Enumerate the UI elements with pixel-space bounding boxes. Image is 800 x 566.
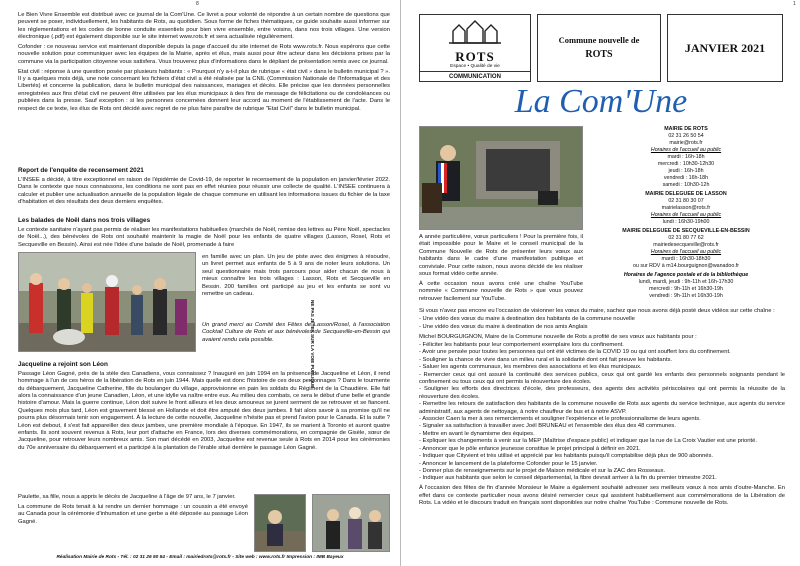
video-item-1: - Une vidéo des vœux du maire à destination de nos amis Anglais: [419, 323, 588, 330]
lasson-email[interactable]: mairielasson@rots.fr: [661, 204, 711, 211]
ceremony-illustration: [313, 495, 390, 552]
video-item-0: - Une vidéo des vœux du maire à destination des habitants de la commune nouvelle: [419, 316, 635, 323]
jacqueline-end: [18, 494, 248, 554]
jacqueline-illustration: [255, 495, 306, 552]
point-11: - Annoncer que le pôle enfance jeunesse constitue le projet principal à définir en 2021.: [419, 445, 641, 452]
agence-hours-1: mercredi : 9h-11h et 16h30-19h: [649, 285, 723, 292]
logo-tagline: Espace • Qualité de vie: [450, 64, 500, 69]
recensement-section: [18, 164, 390, 216]
secqueville-phone: 02 31 80 77 62: [668, 234, 704, 241]
point-0: - Féliciter les habitants pour leur comportement exemplaire lors du confinement.: [419, 342, 624, 349]
commune-line1: Commune nouvelle de: [558, 35, 640, 45]
mayor-video-illustration: [420, 127, 583, 230]
point-3: - Saluer les agents communaux, les membres des associations et les élus municipaux.: [419, 364, 642, 371]
commune-box: [537, 14, 661, 82]
jacqueline-paragraph: Passage Léon Gagné, près de la stèle des Canadiens, vous connaissez ? Inauguré en juin 1994 en la présence de Jacqueline et Léon, il rend hommage à l'un de ces héros de la libération de Rots en juin 1944. Mais quelle est donc l'histoire de ces deux personnages ? Dans le tourmente du débarquement, Jacqueline Catherine, fille du boulanger du village, approvisionne en pain les soldats du Régiment de la Chaudière. Elle fait alors la connaissance d'un jeune Canadien, Léon, et une idylle va naître entre eux. Au milieu des combats, ce sera le début d'une belle et grande histoire d'amour. Mais la guerre continue, Léon doit suivre le front ailleurs et les deux amoureux se jurent serment de se retrouver et se fiancent. Quelques mois plus tard, Léon est gravement blessé en Hollande et doit être amputé des deux jambes. Il fait alors savoir à sa promise qu'il ne pourra plus désormais tenir son engagement. À la lecture de cette nouvelle, Jacqueline n'hésite pas et prend l'avion pour le Canada. Et la suite ? Léon est debout, il s'est fait appareiller des deux jambes, une première mondiale à l'époque. En 1947, ils se marient à Toronto et auront quatre enfants. Ils sont souvent revenus à Rots, leur port d'attache en France, lors des diverses commémorations, en compagnie de Gisèle, sœur de Jacqueline, pour retrouver leurs nombreux amis. Son mari décédé en 2003, Jacqueline est revenue seule à Rots en 2014 pour les cérémonies du 70e anniversaire du débarquement et a participé à la plantation de l'érable situé derrière le passage Léon Gagné.: [18, 370, 390, 451]
point-2: - Souligner la chance de vivre dans un milieu rural et la solidarité dont ont fait preuve les habitants.: [419, 356, 672, 363]
logo-name: ROTS: [455, 49, 495, 64]
issue-date-box: [667, 14, 783, 82]
cofonder-paragraph: Cofonder : ce nouveau service est maintenant disponible depuis la page d'accueil du site internet de Rots www.rots.fr. Nous espérons que cette nouvelle solution pour communiquer avec les équipes de la Mairie, après et élus, mais aussi pour être acteur dans les décisions prises par la commune via la participation citoyenne vous satisfera. Vous trouverez plus d'informations dans le dépliant de présentation remis avec ce journal.: [18, 44, 390, 65]
intro-paragraph: Le Bien Vivre Ensemble est distribué avec ce journal de la Com'Une. Ce livret a pour volonté de répondre à un certain nombre de questions que peuvent se poser, individuellement, les habitants de Rots, au quotidien. Sous forme de fiches thématiques, ce guide souhaite aussi informer sur les réglementations et les codes de bonne conduite essentiels pour bien vivre ensemble, entre voisins, dans nos trois villages. Une version électronique (.pdf) est également disponible sur le site internet www.rots.fr et sera actualisée régulièrement.: [18, 12, 390, 41]
mairie-rots-title: MAIRIE DE ROTS: [664, 126, 708, 132]
secqueville-hours-0: mardi : 16h30-18h30: [661, 255, 711, 262]
balades-top-paragraph: Le contexte sanitaire n'ayant pas permis de réaliser les manifestations habituelles (marchés de Noël, remise des lettres au Père Noël, spectacles de Noël...), des bénévoles de Rots ont souhaité maintenir la magie de Noël pour les enfants de quatre villages (Lasson, Rosel, Rots et Secqueville en Bessin). Ainsi est née l'idée d'une balade de Noël, promenade à faire: [18, 226, 390, 248]
secqueville-email[interactable]: mairiedesecqueville@rots.fr: [653, 241, 719, 248]
commune-line2: ROTS: [585, 49, 613, 60]
contact-schedule: [587, 126, 785, 304]
masthead-title: La Com'Une: [514, 83, 688, 120]
jacqueline-photo: [254, 494, 306, 552]
logo-emblem-icon: [445, 19, 505, 45]
lasson-hours-title: Horaires de l'accueil au public: [650, 211, 722, 218]
hommage-paragraph: La commune de Rots tenait à lui rendre un dernier hommage : un coussin a été envoyé au Canada pour la cérémonie d'inhumation et une gerbe a été déposée au passage Léon Gagné.: [18, 503, 248, 525]
point-7: - Associer Caen la mer à ses remerciements et souligner l'expérience et le professionnalisme de leurs agents.: [419, 416, 701, 423]
balades-thanks-paragraph: Un grand merci au Comité des Fêtes de Lasson/Rosel, à l'association Cocktail Culture de Rots et aux bénévoles de Secqueville-en-Bessin qui avaient rendu cela possible.: [202, 322, 390, 343]
recensement-title: Report de l'enquête de recensement 2021: [18, 167, 144, 174]
point-12: - Indiquer que Cityvient et très utilisé et apprécié par les habitants puisqu'il comptabilise déjà plus de 900 abonnés.: [419, 453, 714, 460]
mairie-rots-hours-0: mardi : 16h-18h: [667, 153, 705, 160]
balades-section: [18, 214, 390, 254]
point-9: - Mettre en avant le dynamisme des équipes.: [419, 430, 535, 437]
voeux-intro-paragraph: À année particulière, vœux particuliers ! Pour la première fois, il était impossible pour le Maire et le conseil municipal de la Commune Nouvelle de Rots de présenter leurs vœux aux habitants dans le cadre d'une manifestation publique et conviviale. Pour cette raison, nous avons décidé de les réaliser sous format vidéo cette année.: [419, 234, 583, 278]
paulette-paragraph: Paulette, sa fille, nous a appris le décès de Jacqueline à l'âge de 97 ans, le 7 janvier.: [18, 494, 236, 500]
point-5: - Souligner les efforts des directrices d'école, des professeurs, des agents des activités périscolaires qui ont permis la réussite de la réouverture des écoles.: [419, 386, 785, 400]
voeux-intro: [419, 234, 583, 306]
vertical-note: NE PAS JETER SUR LA VOIE PUBLIQUE: [309, 300, 315, 389]
point-6: - Remettre les retours de satisfaction des habitants de la commune nouvelle de Rots aux agents du service technique, aux agents du service administratif, aux agents de nettoyage, à notre chauffeur de bus et à notre ASVP.: [419, 401, 785, 415]
jacqueline-section: [18, 358, 390, 492]
secqueville-hours-title: Horaires de l'accueil au public: [650, 248, 722, 255]
lasson-hours-0: lundi : 16h30-19h00: [662, 218, 710, 225]
voeux-body: [419, 308, 785, 548]
page-number: 8: [196, 1, 199, 7]
right-page: [400, 0, 800, 566]
rots-logo: [419, 14, 531, 82]
agence-hours-2: vendredi : 9h-11h et 16h30-19h: [649, 292, 723, 299]
maire-intro: Michel BOURGUIGNON, Maire de la Commune nouvelle de Rots a profité de ses vœux aux habitants pour :: [419, 333, 697, 340]
secqueville-title: MAIRIE DELEGUEE DE SECQUEVILLE-EN-BESSIN: [622, 227, 750, 234]
ceremony-photo: [312, 494, 390, 552]
left-footer: Réalisation Mairie de Rots - Tél. : 02 31 26 50 54 - Email : mairiedrots@rots.fr - Site web : www.rots.fr Impression : IMB Bayeux: [56, 555, 344, 560]
secqueville-hours-1: ou sur RDV à m14.bourguignon@wanadoo.fr: [632, 262, 740, 269]
point-13: - Annoncer le lancement de la plateforme Cofonder pour le 15 janvier.: [419, 460, 598, 467]
lasson-title: MAIRIE DELEGUEE DE LASSON: [645, 190, 727, 197]
jacqueline-title: Jacqueline a rejoint son Léon: [18, 361, 108, 368]
agence-title: Horaires de l'agence postale et de la bibliothèque: [623, 271, 749, 278]
mayor-video-photo: [419, 126, 583, 230]
etat-civil-paragraph: Etat civil : réponse à une question posée par plusieurs habitants : « Pourquoi n'y a-t-il plus de rubrique « état civil » dans le bulletin municipal ? ». Il y a quelques mois déjà, une note concernant les fichiers d'état civil a été réalisée par la CNIL (Commission Nationale de l'Informatique et des Libertés) et concerne la publication, dans le bulletin municipal des naissances, mariages et décès. Elle précise que les données personnelles enregistrées aux fins d'état civil ne peuvent être utilisées par les élus municipaux à des fins de message de félicitations ou de condoléances ou publiées dans la presse. Sauf exception : si les personnes concernées donnent leur accord au moment de l'établissement de l'acte. Dans le respect de ce texte, les élus de Rots ont décidé avec regret de ne plus faire paraître de rubrique "Etat Civil" dans le bulletin municipal.: [18, 68, 390, 112]
issue-date: JANVIER 2021: [684, 41, 766, 55]
closing-paragraph: À l'occasion des fêtes de fin d'année Monsieur le Maire a également souhaité adresser ses meilleurs vœux à nos amis d'outre-Manche. En effet dans ce contexte particulier nous avons désiré remercier ceux qui assistent habituellement aux commémorations de la Libération de Rots. La vidéo et le discours traduit en français sont disponibles sur notre chaîne YouTube : Commune nouvelle de Rots.: [419, 485, 785, 506]
lasson-phone: 02 31 80 30 07: [668, 197, 704, 204]
balades-side-text: [202, 254, 390, 324]
logo-band: COMMUNICATION: [420, 71, 530, 81]
mairie-rots-hours-3: vendredi : 16h-18h: [663, 174, 709, 181]
page-number: 1: [793, 1, 796, 7]
mairie-rots-phone: 02 31 26 50 54: [668, 132, 704, 139]
recensement-paragraph: L'INSEE a décidé, à titre exceptionnel en raison de l'épidémie de Covid-19, de reporter le recensement de la population en janvier/février 2022. Dans le contexte que nous connaissons, les conditions ne sont pas en effet réunies pour réussir une collecte de qualité. L'INSEE continuera à calculer et publier une actualisation annuelle de la population légale de chaque commune en utilisant les informations issues du fichier de la taxe d'habitation et des résultats des deux derniers enquêtes.: [18, 176, 390, 205]
agence-hours-0: lundi, mardi, jeudi : 9h-11h et 16h-17h30: [638, 278, 734, 285]
mairie-rots-hours-2: jeudi : 16h-18h: [668, 167, 704, 174]
mairie-rots-hours-title: Horaires de l'accueil au public: [650, 146, 722, 153]
point-1: - Avoir une pensée pour toutes les personnes qui ont été victimes de la COVID 19 ou qui ont souffert lors du confinement.: [419, 349, 731, 356]
youtube-paragraph: À cette occasion nous avons créé une chaîne YouTube nommée « Commune nouvelle de Rots » que vous pouvez retrouver facilement sur YouTube.: [419, 280, 583, 302]
mairie-rots-hours-1: mercredi : 10h30-12h30: [657, 160, 715, 167]
balades-side-paragraph: en famille avec un plan. Un jeu de piste avec des énigmes à résoudre, un livret permet aux enfants de 5 à 9 ans de noter leurs solutions. Un seul questionnaire mais trois parcours pour aider chacun de nous à mieux connaître les trois villages : Lasson, Rots et Secqueville en Bessin. 200 familles ont participé au jeu et les enfants se sont vu remettre un cadeau.: [202, 254, 390, 298]
point-4: - Remercier ceux qui ont assuré la continuité des services publics, ceux qui ont gardé les enfants des personnels soignants pendant le confinement ou tous ceux qui ont permis la réouverture des écoles.: [419, 371, 785, 386]
left-text-top: [18, 12, 390, 172]
mairie-rots-email[interactable]: mairie@rots.fr: [669, 139, 703, 146]
videos-intro: Si vous n'avez pas encore eu l'occasion de visionner les vœux du maire, sachez que nous avons déjà posté deux vidéos sur cette chaîne :: [419, 308, 775, 314]
point-10: - Expliquer les changements à venir sur la MEP (Maîtrise d'espace public) et indiquer que la rue de La Croix Vautier est une priorité.: [419, 438, 757, 445]
balades-title: Les balades de Noël dans nos trois villages: [18, 217, 151, 224]
mairie-rots-hours-4: samedi : 10h30-12h: [662, 181, 710, 188]
balades-thanks-text: [202, 322, 390, 356]
point-15: - Indiquer aux habitants que selon le conseil départemental, la fibre devrait arriver à la fin du premier trimestre 2021.: [419, 475, 717, 482]
point-8: - Signaler sa satisfaction à travailler avec Joël BRUNEAU et l'ensemble des élus des 48 communes.: [419, 423, 676, 430]
christmas-walk-photo: [18, 252, 196, 352]
christmas-walk-illustration: [19, 253, 196, 352]
point-14: - Donner plus de renseignements sur le projet de Maison médicale et sur la ZAC des Rosseaux.: [419, 467, 666, 474]
